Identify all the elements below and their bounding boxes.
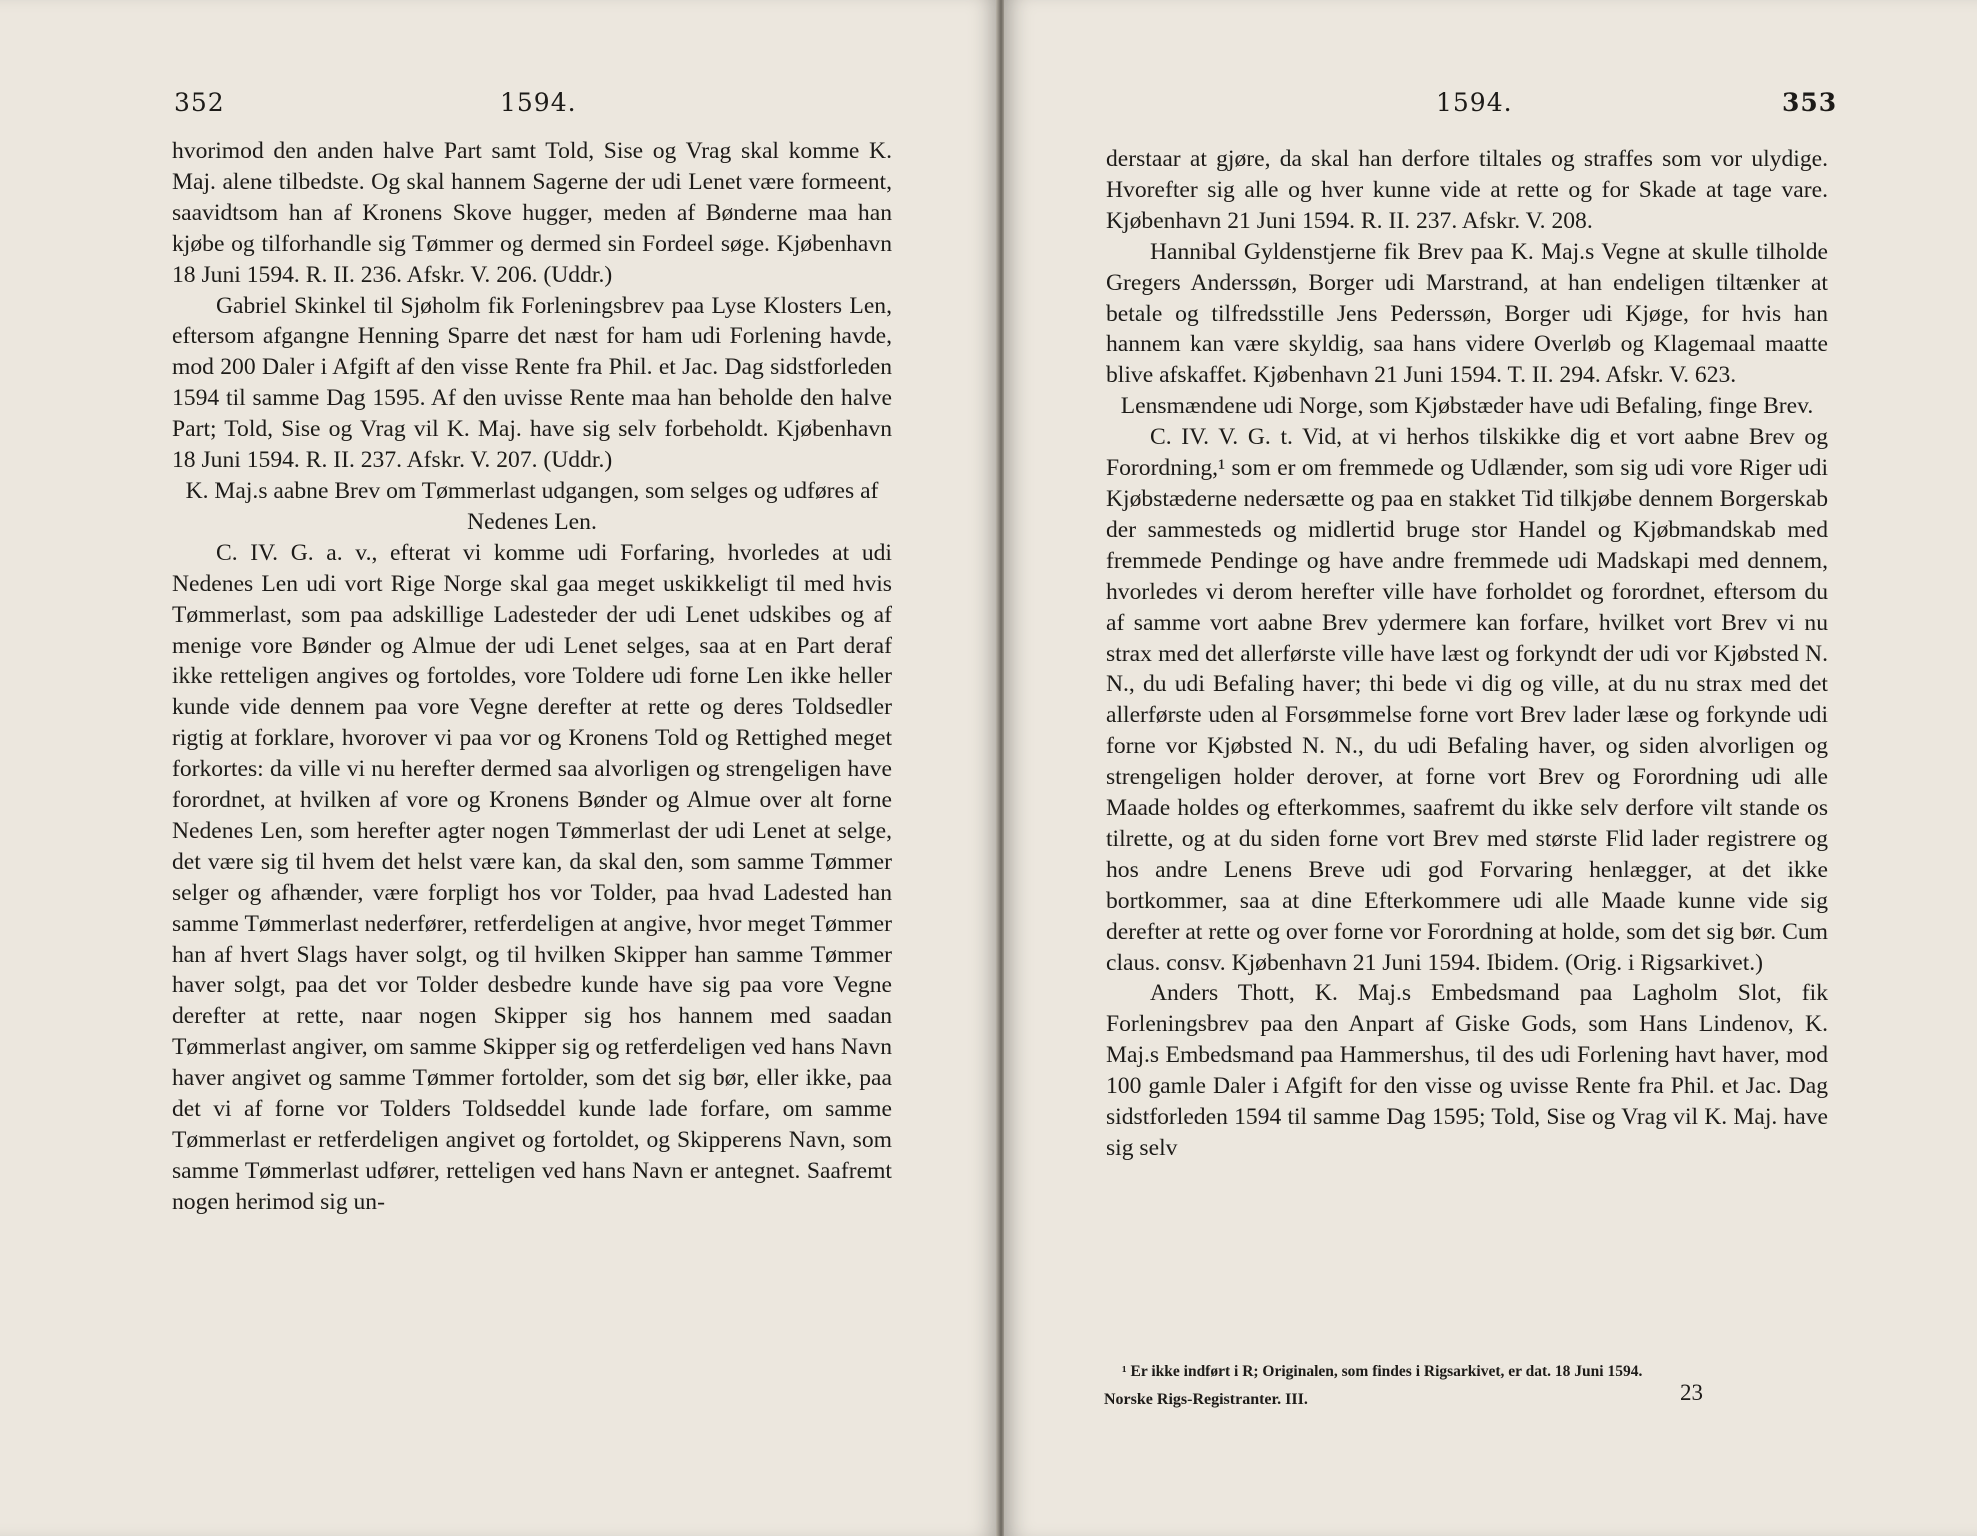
right-paragraph-2: Hannibal Gyldenstjerne fik Brev paa K. Maj.s Vegne at skulle tilholde Gregers Anderssøn, Borger udi Marstrand, at han endeligen tiltænker at betale og tilfredsstille Jens Pederssøn, Borger udi Kjøge, for hvis han hannem kan være skyldig, saa hans videre Overløb og Klagemaal maatte blive afskaffet. Kjøbenhavn 21 Juni 1594. T. II. 294. Afskr. V. 623. bbox=[1106, 238, 1828, 389]
left-body-text bbox=[172, 136, 892, 1218]
footnote: ¹ Er ikke indført i R; Originalen, som findes i Rigsarkivet, er dat. 18 Juni 1594. bbox=[1122, 1363, 1643, 1380]
right-paragraph-1: derstaar at gjøre, da skal han derfore tiltales og straffes som vor ulydige. Hvorefter sig alle og hver kunne vide at rette og for Skade at tage vare. Kjøbenhavn 21 Juni 1594. R. II. 237. Afskr. V. 208. bbox=[1106, 146, 1828, 234]
left-paragraph-2: Gabriel Skinkel til Sjøholm fik Forleningsbrev paa Lyse Klosters Len, eftersom afgangne Henning Sparre det næst for ham udi Forlening havde, mod 200 Daler i Afgift af den visse Rente fra Phil. et Jac. Dag sidstforleden 1594 til samme Dag 1595. Af den uvisse Rente maa han beholde den halve Part; Told, Sise og Vrag vil K. Maj. have sig selv forbeholdt. Kjøbenhavn 18 Juni 1594. R. II. 237. Afskr. V. 207. (Uddr.) bbox=[172, 292, 892, 474]
right-running-head: 1594. bbox=[1436, 88, 1513, 117]
right-paragraph-4: Anders Thott, K. Maj.s Embedsmand paa Lagholm Slot, fik Forleningsbrev paa den Anpart af Giske Gods, som Hans Lindenov, K. Maj.s Embedsmand paa Hammershus, til des udi Forlening havt haver, mod 100 gamle Daler i Afgift for den visse og uvisse Rente fra Phil. et Jac. Dag sidstforleden 1594 til samme Dag 1595; Told, Sise og Vrag vil K. Maj. have sig selv bbox=[1106, 980, 1828, 1161]
right-paragraph-3: C. IV. V. G. t. Vid, at vi herhos tilskikke dig et vort aabne Brev og Forordning,¹ som er om fremmede og Udlænder, som sig udi vore Riger udi Kjøbstæderne nedersætte og paa en stakket Tid tilkjøbe dennem Borgerskab der sammesteds og midlertid bruge stor Handel og Kjøbmandskab med fremmede Pendinge og have andre fremmede udi Madskapi med dennem, hvorledes vi derom herefter ville have forholdet og forordnet, eftersom du af samme vort aabne Brev ydermere kan forfare, hvilket vort Brev vi nu strax med det allerførste ville have læst og forkyndt der udi vor Kjøbsted N. N., du udi Befaling haver; thi bede vi dig og ville, at du nu strax med det allerførste uden al Forsømmelse forne vort Brev lader læse og forkynde udi forne vor Kjøbsted N. N., du udi Befaling haver, og siden alvorligen og strengeligen holder derover, at forne vort Brev og Forordning udi alle Maade holdes og efterkommes, saafremt du ikke selv derfore vilt stande os tilrette, og at du siden forne vort Brev med største Flid lader registrere og hos andre Lenens Breve udi god Forvaring henlægger, at det ikke bortkommer, saa at dine Efterkommere udi alle Maade kunne vide sig derefter at rette og over forne vor Forordning at holde, som det sig bør. Cum claus. consv. Kjøbenhavn 21 Juni 1594. Ibidem. (Orig. i Rigsarkivet.) bbox=[1106, 424, 1828, 976]
signature-label: Norske Rigs-Registranter. III. bbox=[1104, 1391, 1308, 1408]
left-page-number: 352 bbox=[174, 88, 225, 117]
left-section-heading: K. Maj.s aabne Brev om Tømmerlast udgangen, som selges og udføres af Nedenes Len. bbox=[185, 477, 879, 535]
left-running-head: 1594. bbox=[500, 88, 577, 117]
left-paragraph-3: C. IV. G. a. v., efterat vi komme udi Forfaring, hvorledes at udi Nedenes Len udi vort Rige Norge skal gaa meget uskikkeligt til med hvis Tømmerlast, som paa adskillige Ladesteder der udi Lenet udskibes og af menige vore Bønder og Almue der udi Lenet selges, saa at en Part deraf ikke retteligen angives og fortoldes, vore Toldere udi forne Len ikke heller kunde vide dennem paa vore Vegne derefter at rette og deres Toldsedler rigtig at forklare, hvorover vi paa vor og Kronens Told og Rettighed meget forkortes: da ville vi nu herefter dermed saa alvorligen og strengeligen have forordnet, at hvilken af vore og Kronens Bønder og Almue over alt forne Nedenes Len, som herefter agter nogen Tømmerlast der udi Lenet at selge, det være sig til hvem det helst være kan, da skal den, som samme Tømmer selger og afhænder, være forpligt hos vor Tolder, paa hvad Ladested han samme Tømmerlast nederfører, retferdeligen at angive, hvor meget Tømmer han af hvert Slags haver solgt, og til hvilken Skipper han samme Tømmer haver solgt, paa det vor Tolder desbedre kunde have sig paa vore Vegne derefter at rette, naar nogen Skipper sig hos hannem med saadan Tømmerlast angiver, om samme Skipper sig og retferdeligen ved hans Navn haver angivet og samme Tømmer fortolder, som det sig bør, eller ikke, paa det vi af forne vor Tolders Toldseddel kunde lade forfare, om samme Tømmerlast er retferdeligen angivet og fortoldet, og Skipperens Navn, som samme Tømmerlast udfører, retteligen ved hans Navn er antegnet. Saafremt nogen herimod sig un- bbox=[172, 539, 892, 1215]
right-page bbox=[1004, 0, 1977, 1536]
right-page-number: 353 bbox=[1782, 88, 1838, 117]
right-body-text bbox=[1106, 144, 1828, 1164]
right-section-heading: Lensmændene udi Norge, som Kjøbstæder have udi Befaling, finge Brev. bbox=[1120, 393, 1814, 420]
signature-number: 23 bbox=[1680, 1380, 1703, 1405]
left-paragraph-1: hvorimod den anden halve Part samt Told, Sise og Vrag skal komme K. Maj. alene tilbedste. Og skal hannem Sagerne der udi Lenet være formeent, saavidtsom han af Kronens Skove hugger, meden af Bønderne maa han kjøbe og tilforhandle sig Tømmer og dermed sin Fordeel søge. Kjøbenhavn 18 Juni 1594. R. II. 236. Afskr. V. 206. (Uddr.) bbox=[172, 138, 892, 288]
